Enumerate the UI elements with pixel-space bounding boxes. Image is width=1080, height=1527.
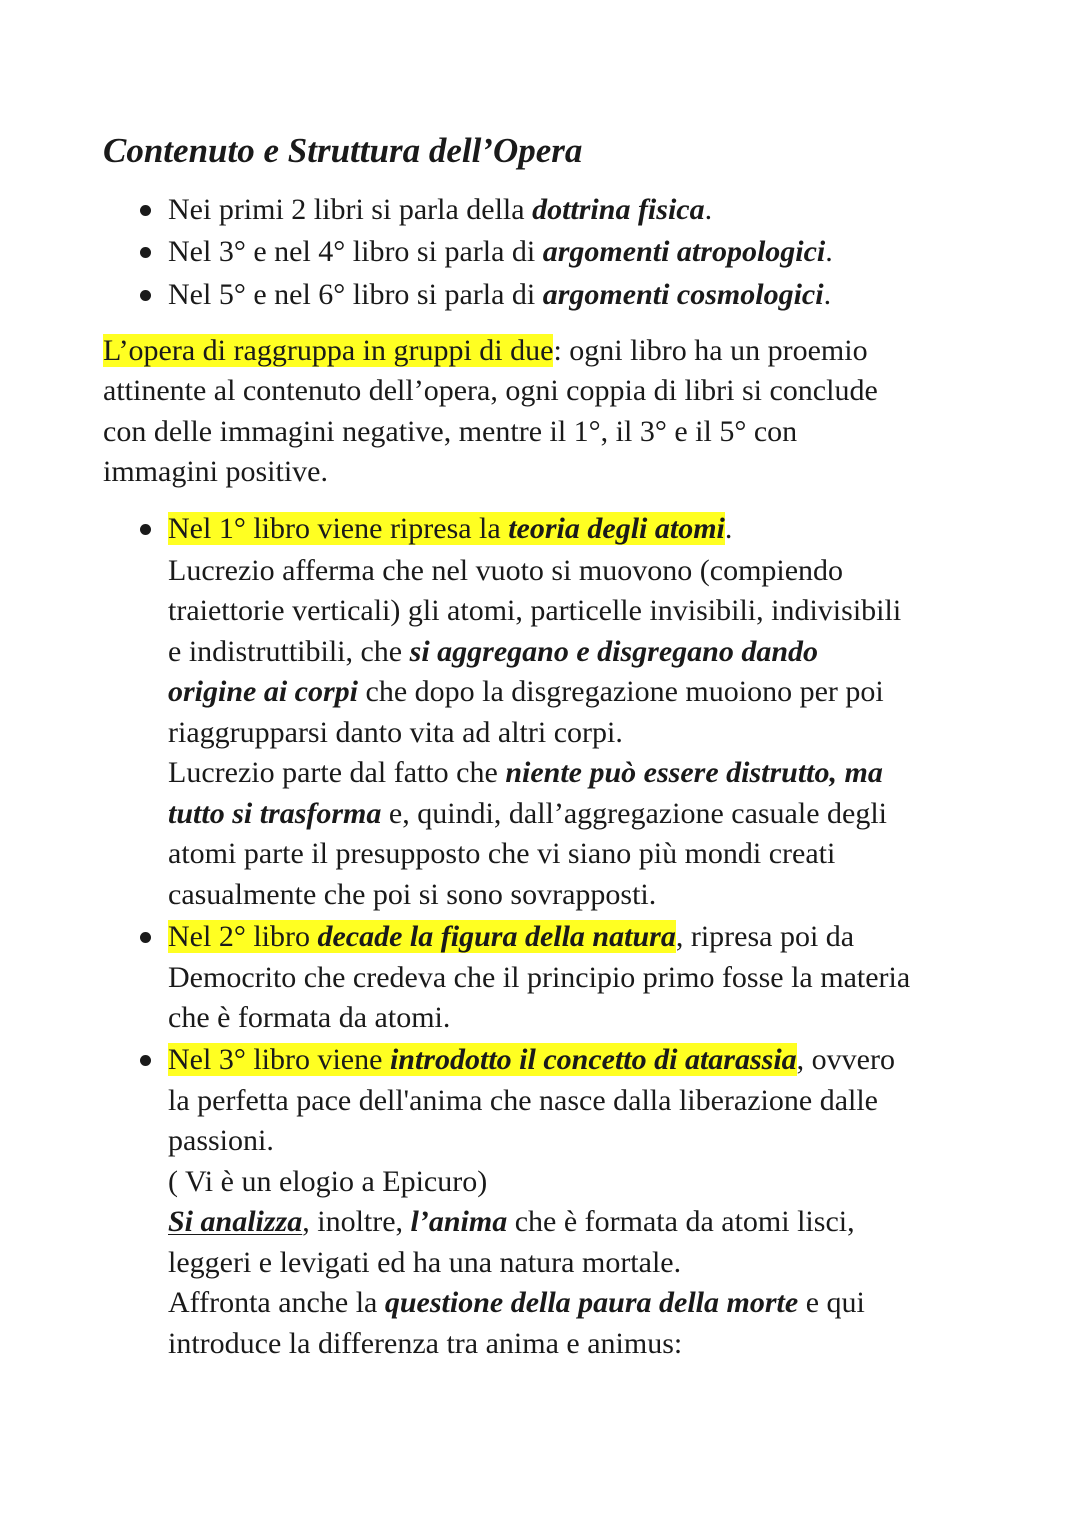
paragraph-line-3: con delle immagini negative, mentre il 1°, il 3° e il 5° con xyxy=(103,415,798,448)
book1-line-9: casualmente che poi si sono sovrapposti. xyxy=(168,878,657,911)
book1-line-4: origine ai corpi che dopo la disgregazione muoiono per poi xyxy=(168,675,884,708)
book3-heading: Nel 3° libro viene introdotto il concetto di atarassia, ovvero xyxy=(168,1043,895,1076)
book3-line-6: leggeri e levigati ed ha una natura mortale. xyxy=(168,1246,682,1279)
bullet-dot xyxy=(140,932,151,943)
bullet-dot xyxy=(140,290,151,301)
book3-line-8: introduce la differenza tra anima e animus: xyxy=(168,1327,683,1360)
bullet-dot xyxy=(140,524,151,535)
book2-line-3: che è formata da atomi. xyxy=(168,1001,451,1034)
book2-heading: Nel 2° libro decade la figura della natura, ripresa poi da xyxy=(168,920,855,953)
intro-emphasis-3: argomenti cosmologici xyxy=(542,278,824,311)
book1-line-2: traiettorie verticali) gli atomi, particelle invisibili, indivisibili xyxy=(168,594,902,627)
intro-bullet-2: Nel 3° e nel 4° libro si parla di argomenti atropologici. xyxy=(168,235,833,268)
book3-line-2: la perfetta pace dell'anima che nasce dalla liberazione dalle xyxy=(168,1084,878,1117)
book1-line-7: tutto si trasforma e, quindi, dall’aggregazione casuale degli xyxy=(168,797,888,830)
book1-emphasis: teoria degli atomi xyxy=(508,512,725,545)
book3-line-4: ( Vi è un elogio a Epicuro) xyxy=(168,1165,488,1198)
intro-emphasis-1: dottrina fisica xyxy=(532,193,705,226)
intro-bullet-3: Nel 5° e nel 6° libro si parla di argomenti cosmologici. xyxy=(168,278,832,311)
bullet-dot xyxy=(140,1055,151,1066)
bullet-dot xyxy=(140,247,151,258)
book3-emphasis: introdotto il concetto di atarassia xyxy=(389,1043,797,1076)
book1-line-6: Lucrezio parte dal fatto che niente può essere distrutto, ma xyxy=(168,756,883,789)
book1-line-5: riaggrupparsi danto vita ad altri corpi. xyxy=(168,716,623,749)
paragraph-line-2: attinente al contenuto dell’opera, ogni coppia di libri si conclude xyxy=(103,374,878,407)
highlighted-text: L’opera di raggruppa in gruppi di due xyxy=(103,334,554,367)
book1-heading: Nel 1° libro viene ripresa la teoria degli atomi. xyxy=(168,512,733,545)
intro-bullet-1: Nei primi 2 libri si parla della dottrina fisica. xyxy=(168,193,713,226)
book1-line-3: e indistruttibili, che si aggregano e disgregano dando xyxy=(168,635,819,668)
paragraph-line-1: L’opera di raggruppa in gruppi di due: ogni libro ha un proemio xyxy=(103,334,868,367)
book1-line-8: atomi parte il presupposto che vi siano più mondi creati xyxy=(168,837,836,870)
book1-line-1: Lucrezio afferma che nel vuoto si muovono (compiendo xyxy=(168,554,844,587)
book3-line-5: Si analizza, inoltre, l’anima che è formata da atomi lisci, xyxy=(168,1205,855,1238)
bullet-dot xyxy=(140,205,151,216)
page-title: Contenuto e Struttura dell’Opera xyxy=(103,131,583,170)
intro-emphasis-2: argomenti atropologici xyxy=(542,235,826,268)
paragraph-line-4: immagini positive. xyxy=(103,455,328,488)
book3-line-3: passioni. xyxy=(168,1124,274,1157)
book2-line-2: Democrito che credeva che il principio primo fosse la materia xyxy=(168,961,911,994)
book2-emphasis: decade la figura della natura xyxy=(317,920,676,953)
book3-line-7: Affronta anche la questione della paura della morte e qui xyxy=(168,1286,865,1319)
